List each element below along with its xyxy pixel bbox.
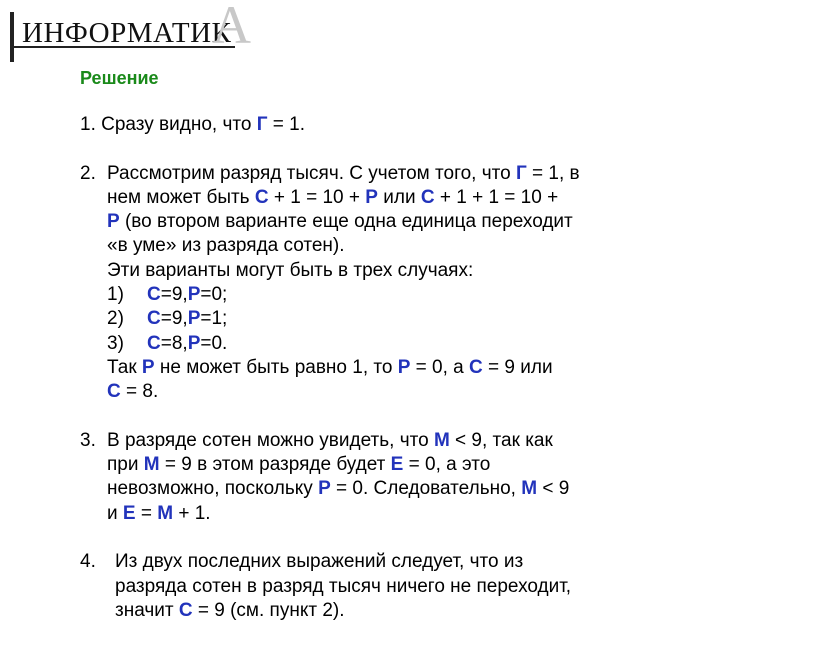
step-number: 1. [80, 114, 96, 135]
step-1: 1. Сразу видно, что Г = 1. [80, 114, 305, 135]
header [0, 0, 816, 70]
step-2: 2. Рассмотрим разряд тысяч. С учетом того, что Г = 1, в нем может быть С + 1 = 10 + Р или С + 1 + 1 = 10 + Р (во втором варианте еще одна единица переходит «в уме» из разряда сотен). Эти варианты могут быть в трех случаях: 1) С=9,Р=0; 2) С=9,Р=1; 3) С=8,Р=0. Так Р не может быть равно 1, то Р = 0, а С = 9 или С = 8. [80, 162, 640, 405]
var-c: С [469, 356, 483, 378]
step-number: 4. [80, 551, 96, 573]
var-r: Р [365, 186, 378, 208]
case-2: 2) С=9,Р=1; [107, 308, 228, 330]
step-3: 3. В разряде сотен можно увидеть, что М < 9, так как при М = 9 в этом разряде будет Е = 0, а это невозможно, поскольку Р = 0. Следовательно, М < 9 и Е = М + 1. [80, 429, 570, 524]
logo-text: ИНФОРМАТИК [22, 17, 232, 49]
var-r: Р [141, 356, 155, 378]
header-vertical-bar [10, 12, 14, 62]
logo-big-letter: А [212, 0, 251, 55]
var-g: Г [515, 162, 527, 184]
step-4: 4. Из двух последних выражений следует, что из разряда сотен в разряд тысяч ничего не переходит, значит С = 9 (см. пункт 2). [80, 551, 572, 621]
var-r: Р [318, 478, 331, 500]
var-r: Р [187, 308, 201, 330]
var-e: Е [390, 454, 404, 476]
var-c: С [178, 599, 193, 621]
var-e: Е [122, 502, 136, 524]
solution-content [80, 113, 640, 623]
var-c: С [147, 332, 161, 354]
var-c: С [147, 284, 161, 306]
var-r: Р [187, 284, 201, 306]
var-c: С [147, 308, 161, 330]
var-c: С [107, 381, 121, 403]
var-r: Р [187, 332, 201, 354]
var-m: М [157, 502, 174, 524]
case-3: 3) С=8,Р=0. [107, 332, 228, 354]
var-m: М [521, 478, 538, 500]
page-title: Решение [80, 68, 159, 88]
var-c: С [420, 186, 435, 208]
var-g: Г [256, 114, 268, 135]
step-number: 2. [80, 162, 96, 184]
var-m: М [143, 454, 160, 476]
step-number: 3. [80, 429, 96, 451]
var-m: М [433, 429, 450, 451]
var-c: С [254, 186, 269, 208]
case-1: 1) С=9,Р=0; [107, 284, 228, 306]
var-r: Р [397, 356, 411, 378]
var-r: Р [107, 211, 120, 233]
